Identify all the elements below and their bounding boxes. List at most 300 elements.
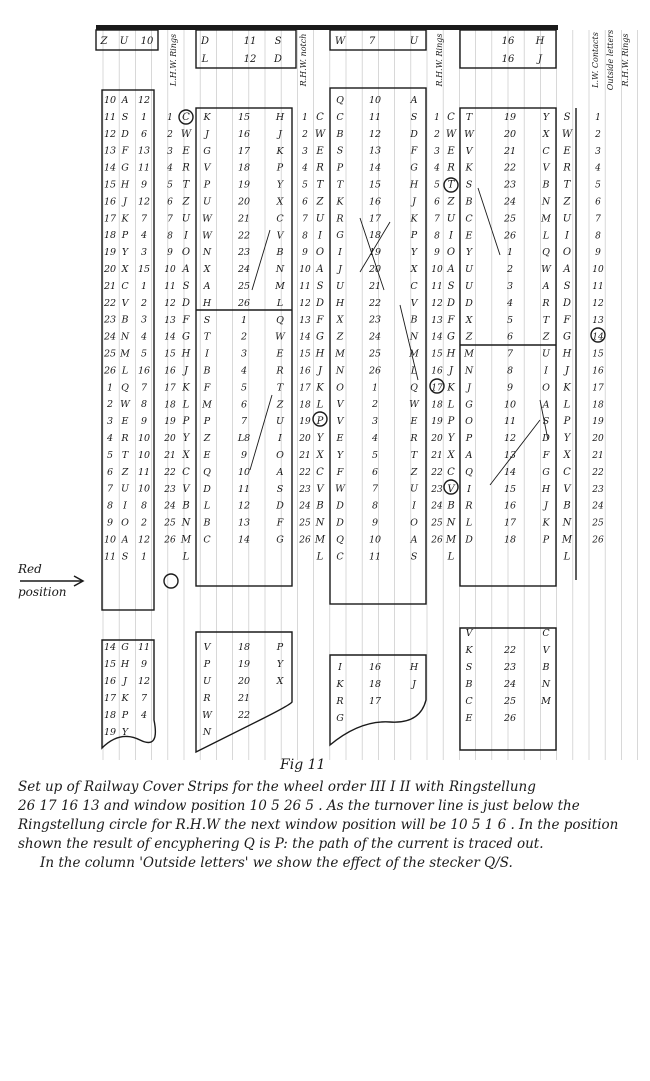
strip3-cell: Z: [410, 466, 418, 478]
rings-letter-cell: C: [316, 112, 324, 123]
final-ring-cell: 13: [592, 315, 604, 326]
lower-strip4-cell: B: [542, 662, 550, 673]
strip4-cell: 12: [503, 433, 517, 445]
strip1-cell: K: [121, 213, 129, 225]
strip1-cell: 9: [106, 517, 114, 529]
strip2-cell: 18: [237, 162, 251, 174]
strip2-cell: 21: [237, 213, 251, 225]
outside-letter-cell: R: [563, 162, 571, 174]
strip3-cell: X: [336, 314, 344, 326]
strip1-cell: 11: [137, 162, 151, 174]
lower-strip3-cell: R: [336, 696, 344, 707]
lower-strip1-cell: 7: [140, 693, 148, 704]
strip2-cell: B: [203, 365, 211, 377]
strip1-cell: 18: [103, 230, 117, 242]
strip3-cell: 23: [368, 314, 382, 326]
strip2-cell: E: [203, 450, 211, 461]
strip1-cell: 19: [103, 247, 117, 259]
r-ring-number-cell: 6: [434, 197, 440, 208]
rings-number-cell: 11: [299, 282, 311, 292]
left-rings-cell: R: [182, 162, 190, 174]
column-header: Outside letters: [606, 29, 615, 91]
strip4-cell: T: [465, 112, 473, 123]
r-ring-letter-cell: C: [447, 112, 455, 123]
r-ring-number-cell: 2: [434, 129, 440, 140]
left-rings-cell: W: [180, 128, 192, 140]
strip1-cell: 23: [103, 314, 117, 326]
final-ring-cell: 15: [592, 349, 604, 360]
strip3-cell: V: [336, 399, 344, 411]
strip2-cell: Z: [276, 399, 284, 411]
rhw-ring-cell: 11: [164, 282, 176, 292]
strip1-cell: 3: [140, 247, 148, 259]
strip3-cell: P: [336, 162, 344, 174]
left-rings-cell: Y: [182, 433, 190, 445]
rings-number-cell: 4: [302, 163, 308, 174]
lower-strip3-cell: 16: [368, 662, 382, 673]
strip2-cell: O: [276, 450, 284, 461]
strip1-cell: L: [121, 365, 129, 377]
strip4-cell: P: [542, 534, 550, 546]
strip2-cell: U: [202, 196, 212, 208]
lower-strip2-cell: W: [202, 710, 212, 721]
outside-letter-cell: P: [563, 416, 571, 428]
r-ring-letter-cell: N: [446, 517, 456, 529]
rhw-ring-cell: 7: [167, 214, 173, 225]
rhw-ring-cell: 1: [167, 113, 173, 123]
lower-strip1-cell: G: [121, 642, 129, 653]
rhw-ring-cell: 16: [164, 366, 176, 377]
strip3-cell: O: [410, 517, 418, 529]
strip4-cell: W: [541, 264, 551, 276]
final-ring-cell: 22: [592, 467, 604, 478]
rings-letter-cell: L: [316, 399, 324, 411]
strip1-cell: 16: [137, 365, 151, 377]
strip2-cell: A: [203, 281, 211, 292]
final-ring-cell: 3: [595, 146, 601, 157]
lower-strip1-cell: 14: [103, 642, 117, 653]
lower-strip2-cell: 20: [237, 676, 251, 687]
top-strip-cell: 11: [243, 36, 257, 47]
strip3-cell: 11: [368, 111, 382, 123]
strip2-cell: 16: [237, 128, 251, 140]
strip4-cell: 13: [503, 450, 517, 461]
current-trace: [250, 395, 272, 470]
strip2-cell: 4: [240, 365, 248, 377]
rings-letter-cell: H: [315, 348, 325, 360]
strip4-cell: Z: [465, 331, 473, 343]
left-rings-cell: V: [182, 483, 190, 495]
strip4-cell: C: [465, 213, 473, 225]
lower-strip4-cell: C: [465, 696, 473, 707]
strip4-cell: C: [542, 145, 550, 157]
final-ring-cell: 16: [592, 366, 604, 377]
strip4-cell: 6: [506, 331, 514, 343]
strip2-cell: 11: [237, 483, 251, 495]
strip2-cell: 12: [237, 500, 251, 512]
strip1-cell: 12: [137, 534, 151, 546]
strip1-cell: 21: [103, 280, 117, 292]
rings-letter-cell: G: [316, 331, 324, 343]
strip4-cell: Y: [465, 247, 473, 259]
strip2-cell: 13: [237, 517, 251, 529]
final-ring-cell: 10: [592, 265, 604, 276]
strip2-cell: D: [203, 483, 211, 495]
left-rings-cell: D: [181, 297, 191, 309]
strip1-cell: 13: [103, 145, 117, 157]
strip3-cell: 2: [371, 399, 379, 411]
outside-letter-cell: E: [563, 145, 571, 157]
strip3-cell: V: [336, 416, 344, 428]
strip3-cell: 26: [368, 365, 382, 377]
strip1-cell: 10: [103, 534, 117, 546]
strip1-cell: U: [120, 483, 130, 495]
rings-number-cell: 16: [299, 366, 311, 377]
strip4-cell: U: [541, 348, 551, 360]
strip2-cell: 14: [237, 534, 251, 546]
strip1-cell: 13: [137, 145, 151, 157]
strip3-cell: 11: [368, 551, 382, 563]
strip2-cell: N: [275, 264, 285, 276]
outside-letter-cell: M: [561, 534, 573, 546]
column-header: R.H.W. Rings: [621, 33, 630, 87]
rings-letter-cell: D: [315, 297, 325, 309]
strip3-cell: 18: [368, 230, 382, 242]
strip1-cell: 15: [103, 179, 117, 191]
rings-letter-cell: A: [316, 264, 324, 276]
strip2-cell: 9: [240, 450, 248, 461]
top-strip-cell: 16: [501, 54, 515, 65]
strip3-cell: 15: [368, 179, 382, 191]
left-rings-cell: X: [182, 450, 190, 461]
lower-strip2-cell: U: [202, 676, 212, 687]
strip2-cell: I: [278, 433, 282, 445]
rhw-ring-cell: 3: [167, 146, 173, 157]
strip1-cell: 12: [103, 128, 117, 140]
rings-letter-cell: L: [316, 551, 324, 563]
strip1-cell: 2: [140, 297, 148, 309]
top-strip-cell: L: [201, 54, 209, 65]
strip4-cell: 7: [506, 348, 514, 360]
strip2-cell: S: [203, 314, 211, 326]
strip4-cell: S: [542, 416, 550, 428]
rhw-ring-cell: 2: [167, 129, 173, 140]
lower-strip4-cell: 26: [503, 713, 517, 724]
rings-letter-cell: Z: [316, 196, 324, 208]
strip4-cell: B: [465, 196, 473, 208]
strip2-cell: K: [203, 112, 211, 123]
top-strip-cell: W: [334, 36, 346, 47]
final-ring-cell: 26: [592, 535, 604, 546]
strip4-cell: G: [542, 466, 550, 478]
strip4-cell: M: [541, 213, 551, 225]
rings-number-cell: 15: [299, 349, 311, 360]
strip3-cell: 5: [371, 449, 379, 461]
lower-strip2-cell: V: [203, 642, 211, 653]
strip3-cell: B: [336, 128, 344, 140]
strip3-cell: B: [410, 314, 418, 326]
strip2-cell: C: [203, 534, 211, 546]
strip4-cell: S: [465, 179, 473, 191]
lower-strip4-cell: K: [465, 645, 473, 656]
outside-letter-cell: S: [563, 112, 571, 123]
r-ring-letter-cell: W: [445, 128, 457, 140]
rhw-ring-cell: 4: [167, 163, 173, 174]
rhw-ring-cell: 20: [164, 434, 176, 445]
strip3-cell: D: [336, 500, 344, 512]
rhw-ring-cell: 8: [167, 231, 173, 242]
strip4-cell: 2: [506, 264, 514, 276]
strip3-cell: S: [410, 111, 418, 123]
strip1-cell: 1: [106, 382, 114, 394]
left-rings-cell: I: [184, 230, 188, 242]
column-header: R.H.W. notch: [299, 33, 308, 87]
strip3-cell: C: [410, 280, 418, 292]
lower-strip2-cell: Y: [276, 659, 284, 670]
strip4-cell: E: [465, 230, 473, 242]
circled-mark: [164, 574, 178, 588]
strip1-cell: 15: [137, 264, 151, 275]
strip1-cell: X: [121, 264, 129, 275]
lower-strip2-cell: R: [203, 693, 211, 704]
strip4-cell: 9: [506, 382, 514, 394]
rhw-ring-cell: 13: [164, 315, 176, 326]
strip2-cell: T: [276, 382, 284, 394]
strip4-cell: Y: [542, 112, 550, 123]
strip4-cell: 14: [503, 466, 517, 478]
rings-number-cell: 20: [299, 434, 311, 445]
strip2-cell: 19: [237, 179, 251, 191]
strip2-cell: 15: [237, 112, 251, 123]
lower-strip1-cell: Y: [121, 727, 129, 738]
left-rings-cell: E: [182, 145, 190, 157]
lower-strip2-cell: 18: [237, 642, 251, 653]
lower-strip1-cell: 11: [137, 642, 151, 653]
rings-number-cell: 1: [302, 113, 308, 123]
strip4-cell: Q: [465, 466, 473, 478]
strip4-cell: A: [465, 450, 473, 461]
rhw-ring-cell: 25: [164, 518, 176, 529]
strip2-cell: W: [275, 331, 285, 343]
rings-number-cell: 7: [302, 214, 308, 225]
r-ring-letter-cell: G: [447, 331, 455, 343]
outside-letter-cell: L: [563, 551, 571, 563]
rings-number-cell: 12: [299, 298, 311, 309]
lower-strip3-cell: H: [409, 662, 419, 673]
top-strip-cell: U: [119, 36, 129, 47]
left-rings-cell: G: [182, 331, 190, 343]
strip1-cell: I: [123, 500, 127, 512]
rings-number-cell: 9: [302, 248, 308, 259]
strip1-cell: J: [123, 196, 127, 208]
final-ring-cell: 24: [592, 501, 604, 512]
strip2-cell: N: [202, 247, 212, 259]
strip4-cell: B: [542, 179, 550, 191]
strip2-cell: W: [202, 213, 212, 225]
r-ring-number-cell: 22: [431, 467, 443, 478]
strip2-cell: K: [276, 145, 284, 157]
strip2-cell: 22: [237, 230, 251, 242]
final-ring-cell: 12: [592, 298, 604, 309]
strip3-cell: E: [410, 416, 418, 428]
rings-number-cell: 22: [299, 467, 311, 478]
strip3-cell: M: [335, 348, 345, 360]
rings-letter-cell: O: [315, 247, 325, 259]
strip4-cell: K: [465, 162, 473, 174]
strip1-cell: Z: [121, 466, 129, 478]
strip4-cell: 17: [503, 517, 517, 529]
strip2-cell: E: [276, 348, 284, 360]
strip3-cell: Y: [336, 449, 344, 461]
strip1-cell: 16: [103, 196, 117, 208]
rings-number-cell: 3: [302, 146, 308, 157]
strip3-cell: M: [409, 348, 419, 360]
strip3-cell: 7: [371, 483, 379, 495]
strip2-cell: P: [203, 416, 211, 428]
strip4-cell: W: [464, 128, 474, 140]
rings-number-cell: 24: [299, 501, 311, 512]
left-rings-cell: S: [182, 281, 190, 292]
r-ring-letter-cell: P: [447, 416, 455, 428]
r-ring-number-cell: 11: [431, 282, 443, 292]
r-ring-number-cell: 17: [431, 383, 443, 394]
strip2-cell: T: [203, 331, 211, 343]
top-strip-cell: S: [274, 36, 282, 47]
r-ring-letter-cell: X: [447, 450, 455, 461]
top-strip-cell: D: [273, 54, 283, 65]
final-ring-cell: 1: [595, 113, 601, 123]
strip3-cell: S: [336, 145, 344, 157]
left-rings-cell: Z: [182, 196, 190, 208]
strip1-cell: 4: [106, 433, 114, 444]
strip4-cell: 23: [503, 179, 517, 191]
strip1-cell: F: [121, 145, 129, 157]
strip4-cell: R: [465, 500, 473, 512]
rings-number-cell: 6: [302, 197, 308, 208]
r-ring-number-cell: 25: [431, 518, 443, 529]
left-rings-cell: M: [180, 534, 192, 546]
strip4-cell: J: [467, 382, 471, 394]
strip3-cell: I: [338, 247, 342, 259]
strip4-cell: A: [542, 281, 550, 292]
strip2-cell: G: [276, 534, 284, 546]
final-ring-cell: 25: [592, 518, 604, 529]
outside-letter-cell: X: [563, 450, 571, 461]
strip1-cell: R: [121, 433, 129, 444]
lower-strip1-cell: 19: [103, 727, 117, 738]
strip2-cell: Z: [203, 433, 211, 445]
caption-line: 26 17 16 13 and window position 10 5 26 5 . As the turnover line is just below the: [18, 798, 580, 814]
rings-number-cell: 10: [299, 265, 311, 276]
left-rings-cell: U: [181, 213, 191, 225]
strip3-cell: W: [409, 399, 419, 411]
final-ring-cell: 8: [595, 231, 601, 242]
r-ring-letter-cell: F: [447, 314, 455, 326]
rings-letter-cell: J: [317, 365, 323, 377]
strip4-cell: O: [465, 416, 473, 428]
strip2-cell: Y: [276, 179, 284, 191]
rings-number-cell: 8: [302, 231, 308, 242]
strip4-cell: V: [542, 162, 550, 174]
strip4-cell: I: [544, 365, 548, 377]
r-ring-number-cell: 21: [431, 451, 443, 461]
strip4-cell: 26: [503, 230, 517, 242]
r-ring-number-cell: 16: [431, 366, 443, 377]
strip4-cell: L: [465, 517, 473, 529]
rhw-ring-cell: 15: [164, 349, 176, 360]
lower-strip3-cell: J: [412, 679, 416, 690]
final-ring-cell: 19: [592, 417, 604, 428]
lower-strip1-cell: 18: [103, 710, 117, 721]
r-ring-letter-cell: D: [446, 297, 456, 309]
strip1-cell: 6: [106, 466, 114, 478]
r-ring-number-cell: 18: [431, 400, 443, 411]
left-rings-cell: C: [182, 112, 190, 123]
lower-strip1-cell: H: [120, 659, 130, 670]
strip4-cell: M: [464, 348, 474, 360]
r-ring-number-cell: 15: [431, 349, 443, 360]
strip3-cell: A: [410, 534, 418, 546]
strip3-cell: K: [336, 196, 344, 208]
strip4-cell: D: [465, 297, 473, 309]
strip1-cell: 10: [103, 95, 117, 106]
strip1-cell: A: [121, 534, 129, 546]
strip2-cell: B: [203, 517, 211, 529]
r-ring-number-cell: 4: [434, 163, 440, 174]
r-ring-number-cell: 14: [431, 332, 443, 343]
outside-letter-cell: N: [562, 517, 572, 529]
caption: [18, 778, 628, 873]
top-strip-cell: J: [537, 54, 543, 65]
r-ring-number-cell: 26: [431, 535, 443, 546]
strip3-cell: U: [409, 483, 419, 495]
rings-number-cell: 14: [299, 332, 311, 343]
rings-number-cell: 2: [302, 129, 308, 140]
figure-label: Fig 11: [280, 757, 326, 773]
outside-letter-cell: K: [563, 382, 571, 394]
strip2-cell: J: [205, 128, 209, 140]
outside-letter-cell: U: [562, 213, 572, 225]
lower-strip1-cell: 12: [137, 676, 151, 687]
rings-number-cell: 21: [299, 451, 311, 461]
final-ring-cell: 9: [595, 248, 601, 259]
r-ring-letter-cell: A: [447, 264, 455, 276]
rings-number-cell: 13: [299, 315, 311, 326]
strip1-cell: 12: [137, 196, 151, 208]
rings-letter-cell: Y: [316, 433, 324, 445]
strip1-cell: 8: [140, 399, 148, 411]
strip4-cell: P: [465, 433, 473, 445]
r-ring-letter-cell: U: [446, 213, 456, 225]
strip4-cell: T: [542, 314, 550, 326]
r-ring-letter-cell: L: [447, 551, 455, 563]
strip3-cell: 4: [371, 433, 379, 444]
strip3-cell: T: [410, 449, 418, 461]
strip3-cell: 16: [368, 196, 382, 208]
strip2-cell: Q: [276, 314, 284, 326]
strip1-cell: 2: [140, 517, 148, 529]
top-strip-cell: 10: [140, 36, 154, 47]
top-strip-cell: U: [409, 36, 419, 47]
strip1-cell: H: [120, 179, 130, 191]
lower-strip1-cell: 16: [103, 676, 117, 687]
strip2-cell: 5: [240, 382, 248, 394]
strip3-cell: H: [335, 297, 345, 309]
strip3-cell: Q: [336, 95, 344, 106]
r-ring-letter-cell: C: [447, 466, 455, 478]
strip1-cell: Q: [121, 382, 129, 394]
strip2-cell: H: [275, 112, 285, 123]
